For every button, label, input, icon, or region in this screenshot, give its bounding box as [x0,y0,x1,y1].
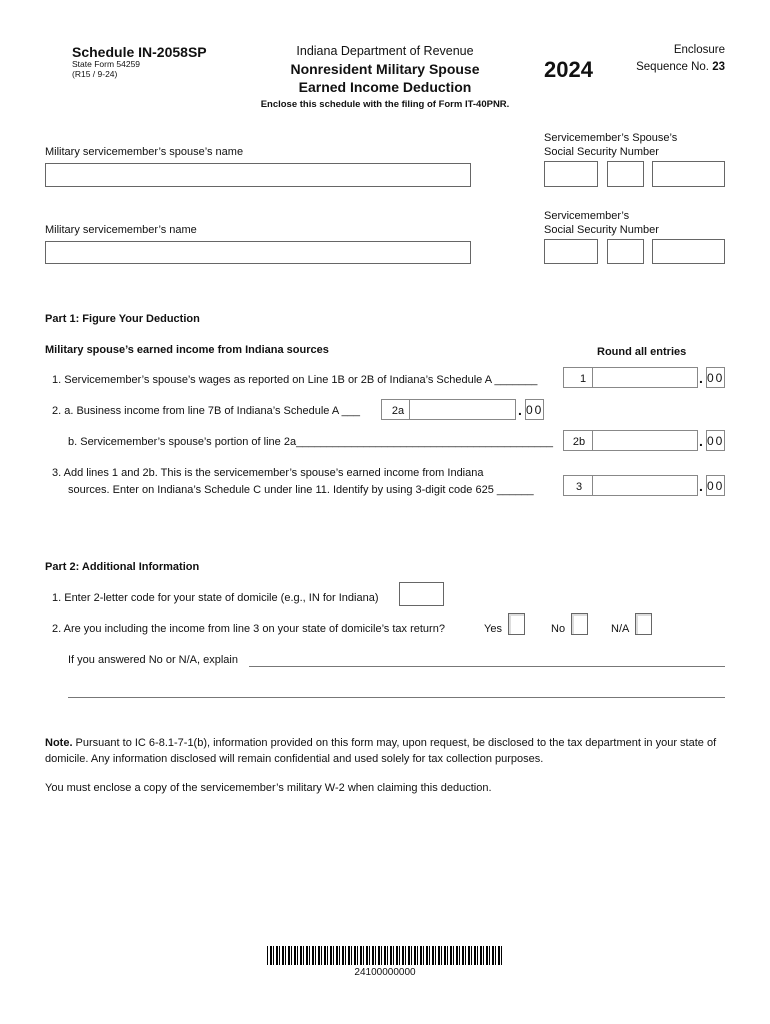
yes-checkbox[interactable] [508,613,525,635]
disclosure-note [45,735,730,767]
sequence-value: 23 [712,61,725,73]
line1-cents: 00 [707,371,725,385]
line2b-amount-input[interactable] [592,430,698,451]
spouse-ssn-part1[interactable] [544,161,598,187]
na-label: N/A [611,623,630,635]
revision-date: (R15 / 9-24) [72,69,118,79]
spouse-ssn-part2[interactable] [607,161,644,187]
line2a-cents: 00 [526,403,544,417]
barcode-image [267,946,503,965]
tax-year: 2024 [544,57,593,82]
spouse-name-input[interactable] [45,163,471,187]
yes-label: Yes [484,623,502,635]
form-title-line1: Nonresident Military Spouse [290,61,480,77]
line1-description: 1. Servicemember’s spouse’s wages as reported on Line 1B or 2B of Indiana’s Schedule A _______ [52,374,538,386]
line2b-label: 2b [572,436,586,448]
member-name-input[interactable] [45,241,471,264]
line3-label: 3 [575,481,583,493]
spouse-ssn-label-line1: Servicemember’s Spouse’s [544,132,678,144]
part2-title: Part 2: Additional Information [45,561,200,573]
line1-label: 1 [579,373,587,385]
member-ssn-part2[interactable] [607,239,644,264]
schedule-title: Schedule IN-2058SP [72,44,207,60]
no-label: No [551,623,566,635]
note-label: Note. [45,737,73,749]
spouse-ssn-label-line2: Social Security Number [544,146,659,158]
line2a-decimal: . [518,402,522,418]
spouse-ssn-part3[interactable] [652,161,725,187]
note-text: Pursuant to IC 6-8.1-7-1(b), information provided on this form may, upon request, be disclosed to the tax department in your state of domicile. Any information disclosed will remain confidential and used solely for tax collection purposes. [45,737,717,765]
line3-description-line2: sources. Enter on Indiana’s Schedule C under line 11. Identify by using 3-digit code 625 ______ [68,484,534,496]
member-ssn-part1[interactable] [544,239,598,264]
sequence-label: Sequence No. [636,61,709,73]
department-name: Indiana Department of Revenue [296,44,474,58]
no-checkbox[interactable] [571,613,588,635]
line2a-amount-input[interactable] [409,399,516,420]
state-form-number: State Form 54259 [72,59,141,69]
include-income-question: 2. Are you including the income from line 3 on your state of domicile’s tax return? [52,623,445,635]
domicile-state-input[interactable] [399,582,444,606]
member-ssn-part3[interactable] [652,239,725,264]
na-checkbox[interactable] [635,613,652,635]
line2a-label: 2a [391,405,405,417]
line3-description-line1: 3. Add lines 1 and 2b. This is the servicemember’s spouse’s earned income from Indiana [52,467,484,479]
w2-note: You must enclose a copy of the servicemember’s military W-2 when claiming this deduction. [45,782,492,794]
enclose-note: Enclose this schedule with the filing of Form IT-40PNR. [260,99,510,110]
member-ssn-label-line2: Social Security Number [544,224,659,236]
explain-line-1[interactable] [249,666,725,667]
member-name-label: Military servicemember’s name [45,224,197,236]
explain-line-2[interactable] [68,697,725,698]
member-ssn-label-line1: Servicemember’s [544,210,630,222]
round-note: Round all entries [597,346,687,358]
line2b-decimal: . [699,433,703,449]
line2b-cents: 00 [707,434,725,448]
enclosure-label: Enclosure [673,44,725,56]
part1-title: Part 1: Figure Your Deduction [45,313,200,325]
line3-decimal: . [699,478,703,494]
barcode-number: 24100000000 [354,967,416,978]
domicile-question: 1. Enter 2-letter code for your state of domicile (e.g., IN for Indiana) [52,592,379,604]
form-title-line2: Earned Income Deduction [298,79,472,95]
line1-amount-input[interactable] [592,367,698,388]
line2a-description: 2. a. Business income from line 7B of Indiana’s Schedule A ___ [52,405,360,417]
line3-cents: 00 [707,479,725,493]
line1-decimal: . [699,370,703,386]
line2b-description: b. Servicemember’s spouse’s portion of line 2a__________________________________________ [68,436,554,448]
explain-label: If you answered No or N/A, explain [68,654,238,666]
line3-amount-input[interactable] [592,475,698,496]
spouse-name-label: Military servicemember’s spouse’s name [45,146,244,158]
sequence-number [636,61,725,73]
part1-subtitle: Military spouse’s earned income from Indiana sources [45,344,329,356]
